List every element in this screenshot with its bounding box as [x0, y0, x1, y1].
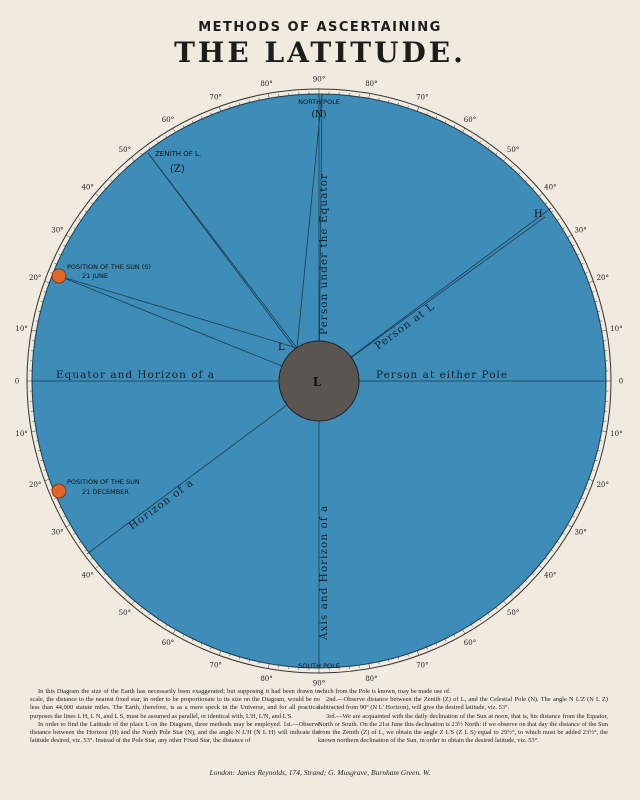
degree-tick: [157, 141, 158, 143]
degree-tick: [488, 613, 489, 615]
degree-label-top: 10°: [15, 325, 28, 334]
degree-label-top: 60°: [161, 115, 175, 124]
degree-label-top: 90°: [312, 75, 326, 84]
n-marker: (N): [311, 110, 327, 120]
degree-tick: [141, 607, 143, 609]
degree-label-bottom: 50°: [118, 608, 132, 617]
degree-tick: [219, 107, 221, 112]
degree-tick: [192, 639, 193, 641]
degree-label-bottom: 80°: [365, 674, 378, 683]
degree-tick: [45, 479, 50, 481]
degree-tick: [173, 128, 176, 132]
degree-tick: [125, 594, 127, 596]
degree-tick: [111, 580, 113, 582]
degree-tick: [417, 651, 419, 656]
degree-tick: [557, 541, 559, 542]
degree-tick: [503, 157, 506, 161]
degree-label-bottom: 30°: [51, 528, 64, 537]
degree-tick: [589, 281, 594, 283]
degree-tick: [219, 651, 221, 656]
degree-tick: [595, 301, 597, 302]
degree-tick: [192, 121, 193, 123]
degree-tick: [157, 619, 158, 621]
degree-label-top: 80°: [365, 80, 378, 89]
degree-tick: [104, 187, 106, 189]
degree-tick: [572, 245, 574, 246]
degree-tick: [463, 630, 466, 634]
degree-tick: [479, 141, 480, 143]
degree-tick: [602, 330, 607, 331]
degree-label-bottom: 40°: [81, 571, 94, 580]
degree-tick: [471, 624, 472, 626]
degree-tick: [95, 565, 99, 568]
degree-label-bottom: 40°: [544, 571, 557, 580]
degree-tick: [577, 507, 579, 508]
degree-tick: [595, 460, 597, 461]
degree-tick: [369, 93, 370, 98]
degree-tick: [518, 587, 520, 589]
degree-tick: [539, 565, 543, 568]
degree-tick: [511, 594, 513, 596]
degree-tick: [518, 173, 520, 175]
degree-tick: [511, 166, 513, 168]
degree-tick: [562, 533, 564, 534]
degree-label-top: 20°: [596, 274, 609, 283]
degree-label-bottom: 60°: [161, 639, 175, 648]
degree-tick: [66, 235, 70, 238]
degree-tick: [479, 619, 480, 621]
degree-tick: [55, 263, 57, 264]
degree-label-top: 20°: [29, 274, 42, 283]
degree-tick: [545, 558, 547, 560]
degree-label-bottom: 70°: [416, 661, 429, 670]
degree-tick: [111, 180, 113, 182]
degree-tick: [488, 147, 489, 149]
degree-tick: [532, 187, 534, 189]
degree-label-bottom: 20°: [29, 480, 42, 489]
paragraph: In this Diagram the size of the Earth has necessarily been exaggerated; but supposing it had been drawn to scale, the distance to the nearest fixed star, in order to be proportionate to its size on the Diagram, would be no less than 44,000 statute miles. The Earth, therefore, is as a mere speck in the Universe, and for all practical purposes the lines L H, L N, and L S, must be assumed as parallel, or identical with, L'H, L'N, and L'S.: [30, 688, 320, 720]
sun-june-marker: [52, 269, 66, 283]
horizon-of-l-label: Horizon of a: [126, 476, 197, 533]
degree-tick: [589, 479, 594, 481]
degree-label-top: 40°: [544, 183, 557, 192]
degree-label-bottom: 10°: [610, 429, 623, 438]
degree-label-top: 60°: [463, 115, 477, 124]
degree-label-bottom: 80°: [260, 674, 273, 683]
degree-label-top: 50°: [506, 146, 520, 155]
degree-tick: [539, 193, 543, 196]
degree-tick: [525, 580, 527, 582]
degree-tick: [118, 173, 120, 175]
degree-tick: [131, 157, 134, 161]
zenith-label: ZENITH OF L.: [155, 150, 202, 158]
degree-tick: [557, 219, 559, 220]
degree-tick: [125, 166, 127, 168]
degree-tick: [59, 254, 61, 255]
paragraph: which from the Pole is known, may be made use of.: [318, 688, 451, 695]
degree-tick: [79, 541, 81, 542]
degree-label-top: 30°: [574, 226, 587, 235]
degree-tick: [73, 228, 75, 229]
equator-right-label: Person at either Pole: [376, 369, 509, 381]
degree-tick: [149, 613, 150, 615]
degree-tick: [445, 121, 446, 123]
degree-tick: [445, 639, 446, 641]
degree-tick: [454, 634, 455, 636]
degree-tick: [581, 498, 583, 499]
degree-tick: [436, 117, 437, 119]
degree-tick: [95, 193, 99, 196]
page-title: THE LATITUDE.: [174, 36, 466, 69]
degree-label-top: 50°: [118, 146, 132, 155]
degree-label-zero-left: 0: [14, 377, 20, 386]
degree-tick: [183, 125, 184, 127]
paragraph: 3rd.—We are acquainted with the daily declination of the Sun at noon, that is, his distance from the Equator, North or South. On the 21st June this declination is 23½ North: if we observe on that day the distance of the Sun from the Zenith (Z) of L, we obtain the angle Z L'S (Z L S) equal to 29½°, to which must be added 23½°, the known northern declination of the Sun, in order to obtain the desired latitude, viz. 53°.: [318, 712, 608, 745]
south-pole-label: SOUTH POLE: [298, 662, 340, 670]
degree-tick: [417, 107, 419, 112]
degree-tick: [398, 103, 399, 105]
degree-tick: [239, 657, 240, 659]
paragraph: 2nd.—Observe distance between the Zenith (Z) of L, and the Celestial Pole (N). The angle N L'Z (N L Z) subtracted from 90° (N L' Horizon), will give the desired latitude, viz. 53°.: [318, 696, 608, 712]
h-marker: H: [534, 209, 543, 220]
degree-label-zero-right: 0: [618, 377, 624, 386]
axis-lower-label: Axis and Horizon of a: [318, 504, 330, 640]
person-at-l-label: Person at L: [372, 300, 438, 353]
degree-tick: [31, 330, 36, 331]
degree-tick: [551, 550, 553, 551]
degree-tick: [91, 203, 93, 205]
degree-tick: [59, 507, 61, 508]
degree-tick: [471, 135, 472, 137]
sun-june-label-2: 21 JUNE: [82, 272, 108, 280]
degree-tick: [454, 125, 455, 127]
degree-tick: [268, 664, 269, 669]
degree-tick: [239, 103, 240, 105]
degree-tick: [577, 254, 579, 255]
degree-tick: [572, 516, 574, 517]
sun-december-marker: [52, 484, 66, 498]
sun-june-label-1: POSITION OF THE SUN (S): [67, 263, 151, 271]
degree-label-top: 70°: [209, 93, 222, 102]
degree-tick: [118, 587, 120, 589]
degree-label-top: 30°: [51, 226, 64, 235]
equator-left-label: Equator and Horizon of a: [56, 369, 216, 381]
publisher-imprint: London: James Reynolds, 174, Strand; G. Musgrave, Burnham Green. W.: [209, 768, 431, 777]
degree-tick: [436, 643, 437, 645]
degree-tick: [166, 624, 167, 626]
earth-center-label: L: [312, 375, 322, 389]
degree-tick: [463, 128, 466, 132]
degree-tick: [141, 153, 143, 155]
degree-tick: [525, 180, 527, 182]
sun-december-label-1: POSITION OF THE SUN: [67, 478, 140, 486]
degree-tick: [201, 117, 202, 119]
degree-label-bottom: 60°: [463, 639, 477, 648]
degree-tick: [568, 235, 572, 238]
degree-tick: [45, 281, 50, 283]
degree-tick: [41, 301, 43, 302]
degree-tick: [91, 558, 93, 560]
degree-tick: [268, 93, 269, 98]
paragraph: In order to find the Latitude of the place L on the Diagram, three methods may be employed. 1st.—Observe distance between the Horizon (H) and the North Pole Star (N), and the angle N L'H (N L H) will indicate the latitude desired, viz. 53°. Instead of the Pole Star, any other Fixed Star, the distance of: [30, 720, 320, 745]
degree-tick: [73, 533, 75, 534]
degree-label-top: 40°: [81, 183, 94, 192]
axis-upper-label: Person under the Equator: [318, 173, 330, 335]
degree-tick: [79, 219, 81, 220]
degree-tick: [63, 516, 65, 517]
degree-tick: [31, 431, 36, 432]
degree-tick: [66, 525, 70, 528]
degree-tick: [85, 550, 87, 551]
degree-tick: [562, 228, 564, 229]
degree-label-bottom: 30°: [574, 528, 587, 537]
degree-label-top: 70°: [416, 93, 429, 102]
degree-label-bottom: 50°: [506, 608, 520, 617]
degree-tick: [545, 203, 547, 205]
degree-tick: [496, 153, 498, 155]
text-column-right: [318, 688, 608, 745]
degree-tick: [568, 525, 572, 528]
degree-label-bottom: 20°: [596, 480, 609, 489]
l-marker: L: [278, 342, 285, 353]
latitude-diagram: [0, 75, 640, 688]
degree-tick: [602, 431, 607, 432]
degree-tick: [201, 643, 202, 645]
page-subtitle: METHODS OF ASCERTAINING: [198, 20, 442, 35]
degree-tick: [149, 147, 150, 149]
degree-tick: [63, 245, 65, 246]
degree-label-bottom: 90°: [312, 679, 326, 688]
degree-label-bottom: 10°: [15, 429, 28, 438]
degree-label-top: 80°: [260, 80, 273, 89]
degree-tick: [104, 573, 106, 575]
degree-label-bottom: 70°: [209, 661, 222, 670]
degree-tick: [166, 135, 167, 137]
degree-tick: [503, 601, 506, 605]
degree-tick: [496, 607, 498, 609]
degree-tick: [173, 630, 176, 634]
text-column-left: [30, 688, 320, 745]
degree-tick: [183, 634, 184, 636]
degree-tick: [581, 263, 583, 264]
degree-tick: [85, 211, 87, 212]
degree-tick: [398, 657, 399, 659]
sun-december-label-2: 21 DECEMBER: [82, 488, 129, 496]
degree-tick: [532, 573, 534, 575]
degree-tick: [131, 601, 134, 605]
degree-tick: [369, 664, 370, 669]
degree-tick: [551, 211, 553, 212]
degree-label-top: 10°: [610, 325, 623, 334]
degree-tick: [41, 460, 43, 461]
north-pole-label: NORTH POLE: [298, 98, 340, 106]
z-marker: (Z): [170, 164, 185, 175]
